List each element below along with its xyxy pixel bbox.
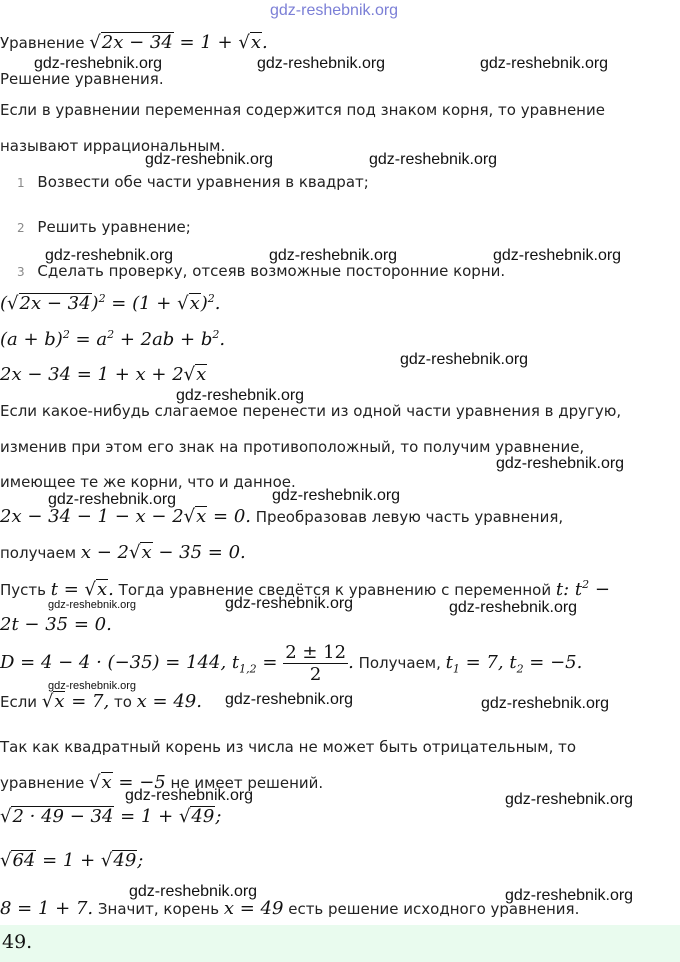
obtain-word: получаем (0, 544, 77, 562)
watermark: gdz-reshebnik.org (129, 883, 258, 900)
solution-heading: Решение уравнения. (0, 70, 164, 88)
step-item (17, 173, 369, 191)
math-line: 2t − 35 = 0. (0, 614, 112, 635)
watermark: gdz-reshebnik.org (505, 887, 634, 904)
watermark: gdz-reshebnik.org (449, 599, 578, 616)
step-item (17, 218, 191, 236)
watermark: gdz-reshebnik.org (493, 247, 622, 264)
math-line: √2 · 49 − 34 = 1 + √49; (0, 806, 222, 827)
rule-text: изменив при этом его знак на противоположный, то получим уравнение, (0, 438, 585, 456)
math-line: Пусть t = √x. Тогда уравнение сведётся к уравнению с переменной t: $t^2$ − (0, 578, 610, 600)
received-text: Получаем, (358, 654, 441, 672)
answer-value: 49. (2, 931, 33, 953)
watermark: gdz-reshebnik.org (272, 487, 401, 504)
watermark: gdz-reshebnik.org (369, 151, 498, 168)
watermark: gdz-reshebnik.org (125, 787, 254, 804)
equation-word: уравнение (0, 774, 85, 792)
watermark: gdz-reshebnik.org (269, 247, 398, 264)
math-line: $(a + b)^2 = a^2 + 2ab + b^2$. (0, 328, 226, 350)
then-word: то (113, 693, 132, 711)
step-text: Решить уравнение; (37, 218, 191, 236)
rule-text: Если какое-нибудь слагаемое перенести из одной части уравнения в другую, (0, 402, 622, 420)
watermark: gdz-reshebnik.org (145, 151, 274, 168)
watermark: gdz-reshebnik.org (48, 599, 137, 611)
rule-text: Если в уравнении переменная содержится под знаком корня, то уравнение (0, 101, 605, 119)
fraction: $\frac{2 \pm 12}{2}$ (285, 642, 347, 685)
rule-text: имеющее те же корни, что и данное. (0, 473, 296, 491)
watermark: gdz-reshebnik.org (225, 691, 354, 708)
watermark: gdz-reshebnik.org (481, 695, 610, 712)
math-line: 8 = 1 + 7. Значит, корень x = 49 есть решение исходного уравнения. (0, 898, 580, 919)
then-text: Тогда уравнение сведётся к уравнению с переменной (118, 581, 552, 599)
watermark: gdz-reshebnik.org (505, 791, 634, 808)
step-item (17, 262, 505, 280)
math-line: √64 = 1 + √49; (0, 850, 144, 871)
math-line: 2x − 34 − 1 − x − 2√x = 0. Преобразовав левую часть уравнения, (0, 506, 564, 527)
math-line: $(√2x - 34)^2 = (1 + √x)^2$. (0, 292, 221, 314)
problem-statement (0, 32, 268, 53)
step-number: 2 (17, 221, 25, 235)
step-number: 3 (17, 265, 25, 279)
let-word: Пусть (0, 581, 46, 599)
if-word: Если (0, 693, 38, 711)
watermark: gdz-reshebnik.org (480, 55, 609, 72)
watermark: gdz-reshebnik.org (45, 247, 174, 264)
no-solutions-text: не имеет решений. (170, 774, 324, 792)
rule-text: Так как квадратный корень из числа не может быть отрицательным, то (0, 738, 577, 756)
watermark: gdz-reshebnik.org (48, 680, 137, 692)
watermark: gdz-reshebnik.org (400, 351, 529, 368)
problem-equation: √2x − 34 = 1 + √x. (89, 32, 268, 53)
watermark: gdz-reshebnik.org (34, 55, 163, 72)
watermark: gdz-reshebnik.org (257, 55, 386, 72)
math-line: 2x − 34 = 1 + x + 2√x (0, 364, 207, 385)
step-text: Возвести обе части уравнения в квадрат; (37, 173, 369, 191)
rule-text: называют иррациональным. (0, 137, 226, 155)
math-line: Если √x = 7, то x = 49. (0, 691, 202, 712)
problem-label: Уравнение (0, 34, 85, 52)
means-text: Значит, корень (97, 900, 220, 918)
step-text: Сделать проверку, отсеяв возможные посторонние корни. (37, 262, 506, 280)
is-solution-text: есть решение исходного уравнения. (288, 900, 580, 918)
transform-text: Преобразовав левую часть уравнения, (255, 508, 564, 526)
watermark: gdz-reshebnik.org (496, 455, 625, 472)
math-line: получаем x − 2√x − 35 = 0. (0, 542, 246, 563)
watermark: gdz-reshebnik.org (48, 491, 177, 508)
watermark: gdz-reshebnik.org (225, 595, 354, 612)
answer-box (0, 925, 680, 962)
watermark-top: gdz-reshebnik.org (270, 2, 399, 19)
watermark: gdz-reshebnik.org (176, 387, 305, 404)
math-line: D = 4 − 4 · (−35) = 144, $t_{1,2}$ = $\frac{2 \pm 12}{2}$ . Получаем, $t_1 = 7$, $t_2 = -5$. (0, 642, 583, 685)
math-line: уравнение √x = −5 не имеет решений. (0, 772, 324, 793)
step-number: 1 (17, 176, 25, 190)
